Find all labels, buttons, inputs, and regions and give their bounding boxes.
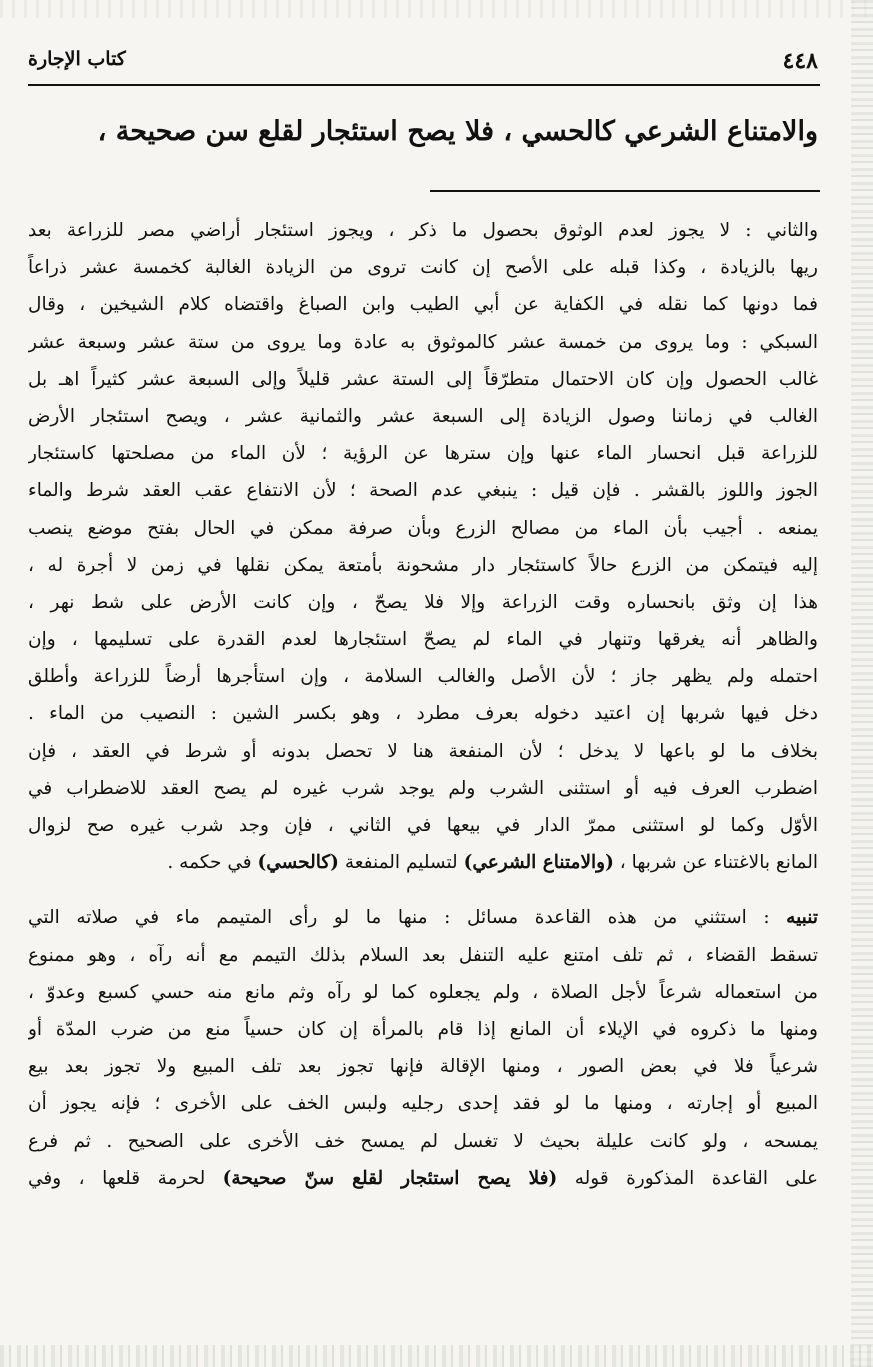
text-line bbox=[28, 1160, 818, 1197]
text-line: تسقط القضاء ، ثم تلف امتنع عليه التنفل بعد السلام بذلك التيمم مع أنه رآه ، وهو ممنوع bbox=[28, 944, 818, 966]
text-line: السبكي : وما يروى من خمسة عشر كالموثوق به عادة وما يروى من ستة عشر وسبعة عشر bbox=[28, 331, 818, 353]
text-run: على القاعدة المذكورة قوله bbox=[557, 1167, 818, 1189]
text-line-tanbih bbox=[28, 899, 818, 936]
running-title: كتاب الإجارة bbox=[28, 48, 126, 70]
text-line: الجوز واللوز بالقشر . فإن قيل : ينبغي عدم الصحة ؛ لأن الانتفاع عقب العقد شرط والماء bbox=[28, 480, 818, 502]
scan-edge-right bbox=[851, 0, 873, 1367]
text-run: لحرمة قلعها ، وفي bbox=[28, 1167, 223, 1189]
page-number: ٤٤٨ bbox=[782, 48, 818, 74]
scan-edge-top bbox=[0, 0, 873, 18]
commentary bbox=[28, 212, 818, 1197]
text-line: ريها بالزيادة ، وكذا قبله على الأصح إن كانت تروى من الزيادة الغالبة كخمسة عشر ذراعاً bbox=[28, 257, 818, 279]
text-line: الغالب في زماننا وصول الزيادة إلى السبعة عشر والثمانية عشر ، ويصح استئجار الأرض bbox=[28, 405, 818, 427]
text-line: بخلاف ما لو باعها لا يدخل ؛ لأن المنفعة هنا لا تحصل بدونه أو شرط في العقد ، فإن bbox=[28, 740, 818, 762]
text-line: احتمله ولم يظهر جاز ؛ لأن الأصل والغالب السلامة ، وإن استأجرها أرضاً للزراعة وأطلق bbox=[28, 666, 818, 688]
text-line: يمسحه ، ولو كانت عليلة بحيث لا تغسل لم يمسح خف الأخرى على الصحيح . ثم فرع bbox=[28, 1130, 818, 1152]
header-rule bbox=[28, 84, 820, 86]
page-header bbox=[28, 44, 818, 80]
text-line: شرعياً فلا في بعض الصور ، ومنها الإقالة فإنها تجوز بعد تلف المبيع ولا تجوز بعد بيع bbox=[28, 1056, 818, 1078]
text-line: اضطرب العرف فيه أو استثنى الشرب ولم يوجد شرب غيره لم يصح العقد للاضطراب في bbox=[28, 777, 818, 799]
text-line: ومنها ما ذكروه في الإيلاء أن المانع إذا قام بالمرأة إن كان حسياً منع من ضرب المدّة أو bbox=[28, 1018, 818, 1040]
quoted-matn: (والامتناع الشرعي) bbox=[463, 852, 614, 874]
text-line: هذا إن وثق بانحساره وقت الزراعة وإلا فلا يصحّ ، وإن كانت الأرض على شط نهر ، bbox=[28, 591, 818, 613]
text-line: يمنعه . أجيب بأن الماء من مصالح الزرع وبأن صرفة ممكن في الحال بفتح موضع ينصب bbox=[28, 517, 818, 539]
text-line: الأوّل وكما لو استثنى ممرّ الدار في بيعها في الثاني ، فإن وجد شرب غيره صح لزوال bbox=[28, 815, 818, 836]
text-line: المبيع أو إجارته ، ومنها ما لو فقد إحدى رجليه ولبس الخف على الأخرى ؛ فإنه يجوز أن bbox=[28, 1093, 818, 1115]
text-line: فما دونها كما نقله في الكفاية عن أبي الطيب وابن الصباغ واقتضاه كلام الشيخين ، وقال bbox=[28, 294, 818, 316]
text-run: لتسليم المنفعة bbox=[338, 852, 464, 874]
paragraph-gap bbox=[28, 881, 818, 899]
quoted-matn: (فلا يصح استئجار لقلع سنّ صحيحة) bbox=[222, 1167, 558, 1189]
text-line: والظاهر أنه يغرقها وتنهار في الماء لم يصحّ استئجارها لعدم القدرة على تسليمها ، وإن bbox=[28, 629, 818, 651]
matn-separator-rule bbox=[430, 190, 820, 192]
tanbih-heading: تنبيه bbox=[786, 907, 818, 929]
quoted-matn: (كالحسي) bbox=[257, 852, 339, 874]
text-run: المانع بالاغتناء عن شربها ، bbox=[613, 852, 818, 874]
text-line-last bbox=[28, 844, 818, 881]
text-line: إليه فيتمكن من الزرع حالاً كاستئجار دار مشحونة بأمتعة يمكن نقلها في زمن لا أجرة له ، bbox=[28, 554, 818, 576]
matn-text: والامتناع الشرعي كالحسي ، فلا يصح استئجار لقلع سن صحيحة ، bbox=[97, 116, 818, 147]
text-run: في حكمه . bbox=[167, 852, 258, 874]
text-line: من استعماله شرعاً لأجل الصلاة ، ولم يجعلوه كما لو رآه وثم مانع منه حسي كسبع وعدوّ ، bbox=[28, 981, 818, 1003]
text-line: للزراعة قبل انحسار الماء عنها وإن سترها عن الرؤية ؛ لأن الماء من مصلحتها كاستئجار bbox=[28, 443, 818, 465]
text-line: والثاني : لا يجوز لعدم الوثوق بحصول ما ذكر ، ويجوز استئجار أراضي مصر للزراعة بعد bbox=[28, 220, 818, 241]
text-run: : استثني من هذه القاعدة مسائل : منها ما لو رأى المتيمم ماء في صلاته التي bbox=[28, 907, 787, 929]
text-line: دخل فيها شربها إن اعتيد دخوله بعرف مطرد ، وهو بكسر الشين : النصيب من الماء . bbox=[28, 703, 818, 725]
scan-edge-bottom bbox=[0, 1345, 873, 1367]
text-line: غالب الحصول وإن كان الاحتمال متطرّقاً إلى الستة عشر قليلاً وإلى السبعة عشر كثيراً اهـ بل bbox=[28, 368, 818, 390]
